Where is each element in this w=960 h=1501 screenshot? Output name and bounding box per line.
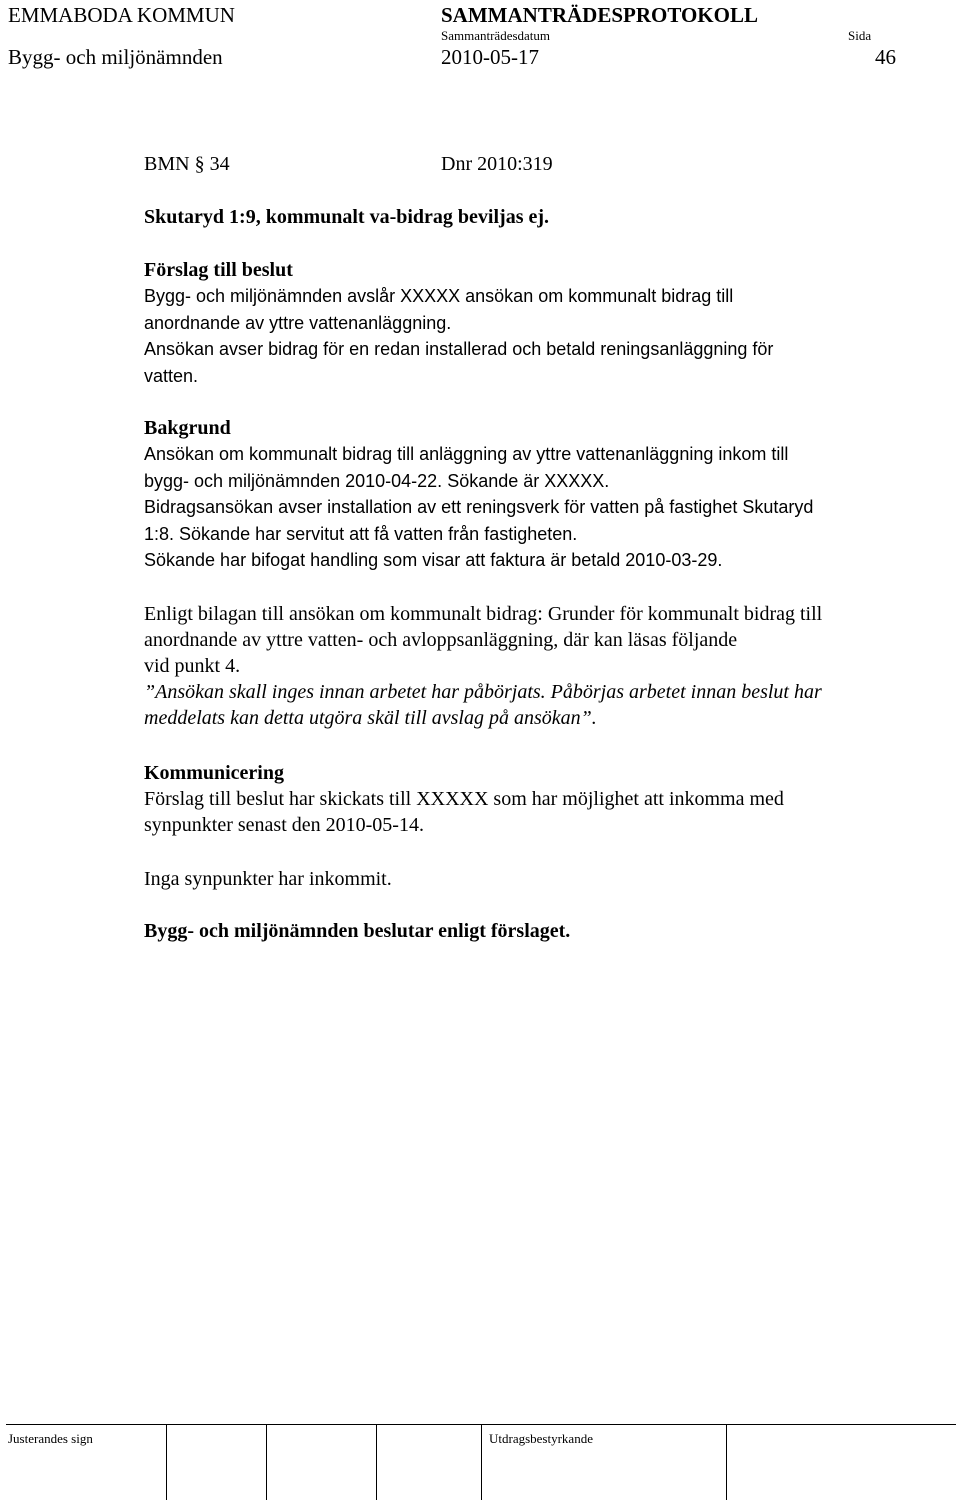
proposal-text-line: Bygg- och miljönämnden avslår XXXXX ansökan om kommunalt bidrag till bbox=[144, 286, 734, 306]
communication-text-line: Förslag till beslut har skickats till XXXXX som har möjlighet att inkomma med bbox=[144, 788, 784, 810]
proposal-text-line: anordnande av yttre vattenanläggning. bbox=[144, 312, 452, 333]
communication-text-line: synpunkter senast den 2010-05-14. bbox=[144, 814, 424, 836]
paragraph-number: BMN § 34 bbox=[144, 153, 230, 175]
proposal-heading: Förslag till beslut bbox=[144, 259, 293, 281]
no-comments-text: Inga synpunkter har inkommit. bbox=[144, 868, 392, 890]
communication-section bbox=[144, 760, 944, 838]
document-type: SAMMANTRÄDESPROTOKOLL bbox=[441, 3, 758, 27]
appendix-text-line: anordnande av yttre vatten- och avloppsanläggning, där kan läsas följande bbox=[144, 629, 738, 651]
table-divider bbox=[726, 1424, 727, 1500]
case-title: Skutaryd 1:9, kommunalt va-bidrag beviljas ej. bbox=[144, 206, 550, 228]
proposal-text-line: vatten. bbox=[144, 365, 199, 386]
appendix-paragraph bbox=[144, 601, 944, 731]
proposal-text-line: Ansökan avser bidrag för en redan installerad och betald reningsanläggning för bbox=[144, 339, 774, 359]
table-divider bbox=[481, 1424, 482, 1500]
background-text-line: 1:8. Sökande har servitut att få vatten från fastigheten. bbox=[144, 523, 578, 544]
background-text-line: Ansökan om kommunalt bidrag till anläggning av yttre vattenanläggning inkom till bbox=[144, 444, 789, 464]
background-text-line: bygg- och miljönämnden 2010-04-22. Sökande är XXXXX. bbox=[144, 470, 610, 491]
quote-text-line: ”Ansökan skall inges innan arbetet har påbörjats. Påbörjas arbetet innan beslut har bbox=[144, 681, 822, 703]
extract-certification-label: Utdragsbestyrkande bbox=[489, 1431, 593, 1446]
page-label: Sida bbox=[848, 28, 872, 43]
table-divider bbox=[166, 1424, 167, 1500]
signature-label: Justerandes sign bbox=[8, 1431, 93, 1446]
proposal-section bbox=[144, 257, 944, 389]
table-divider bbox=[266, 1424, 267, 1500]
case-number: Dnr 2010:319 bbox=[441, 153, 553, 175]
signature-table bbox=[6, 1424, 956, 1500]
page-number: 46 bbox=[875, 45, 896, 69]
meeting-date: 2010-05-17 bbox=[441, 45, 539, 69]
background-text-line: Sökande har bifogat handling som visar att faktura är betald 2010-03-29. bbox=[144, 550, 723, 570]
municipality-name: EMMABODA KOMMUN bbox=[8, 3, 235, 27]
meeting-date-label: Sammanträdesdatum bbox=[441, 28, 551, 43]
background-section bbox=[144, 415, 944, 574]
table-divider bbox=[376, 1424, 377, 1500]
appendix-text-line: vid punkt 4. bbox=[144, 655, 241, 677]
quote-text-line: meddelats kan detta utgöra skäl till avslag på ansökan”. bbox=[144, 707, 597, 729]
committee-name: Bygg- och miljönämnden bbox=[8, 45, 223, 69]
background-text-line: Bidragsansökan avser installation av ett reningsverk för vatten på fastighet Skutaryd bbox=[144, 497, 814, 517]
appendix-text-line: Enligt bilagan till ansökan om kommunalt bidrag: Grunder för kommunalt bidrag till bbox=[144, 603, 823, 625]
communication-heading: Kommunicering bbox=[144, 762, 284, 784]
background-heading: Bakgrund bbox=[144, 417, 231, 439]
decision-text: Bygg- och miljönämnden beslutar enligt förslaget. bbox=[144, 920, 571, 942]
